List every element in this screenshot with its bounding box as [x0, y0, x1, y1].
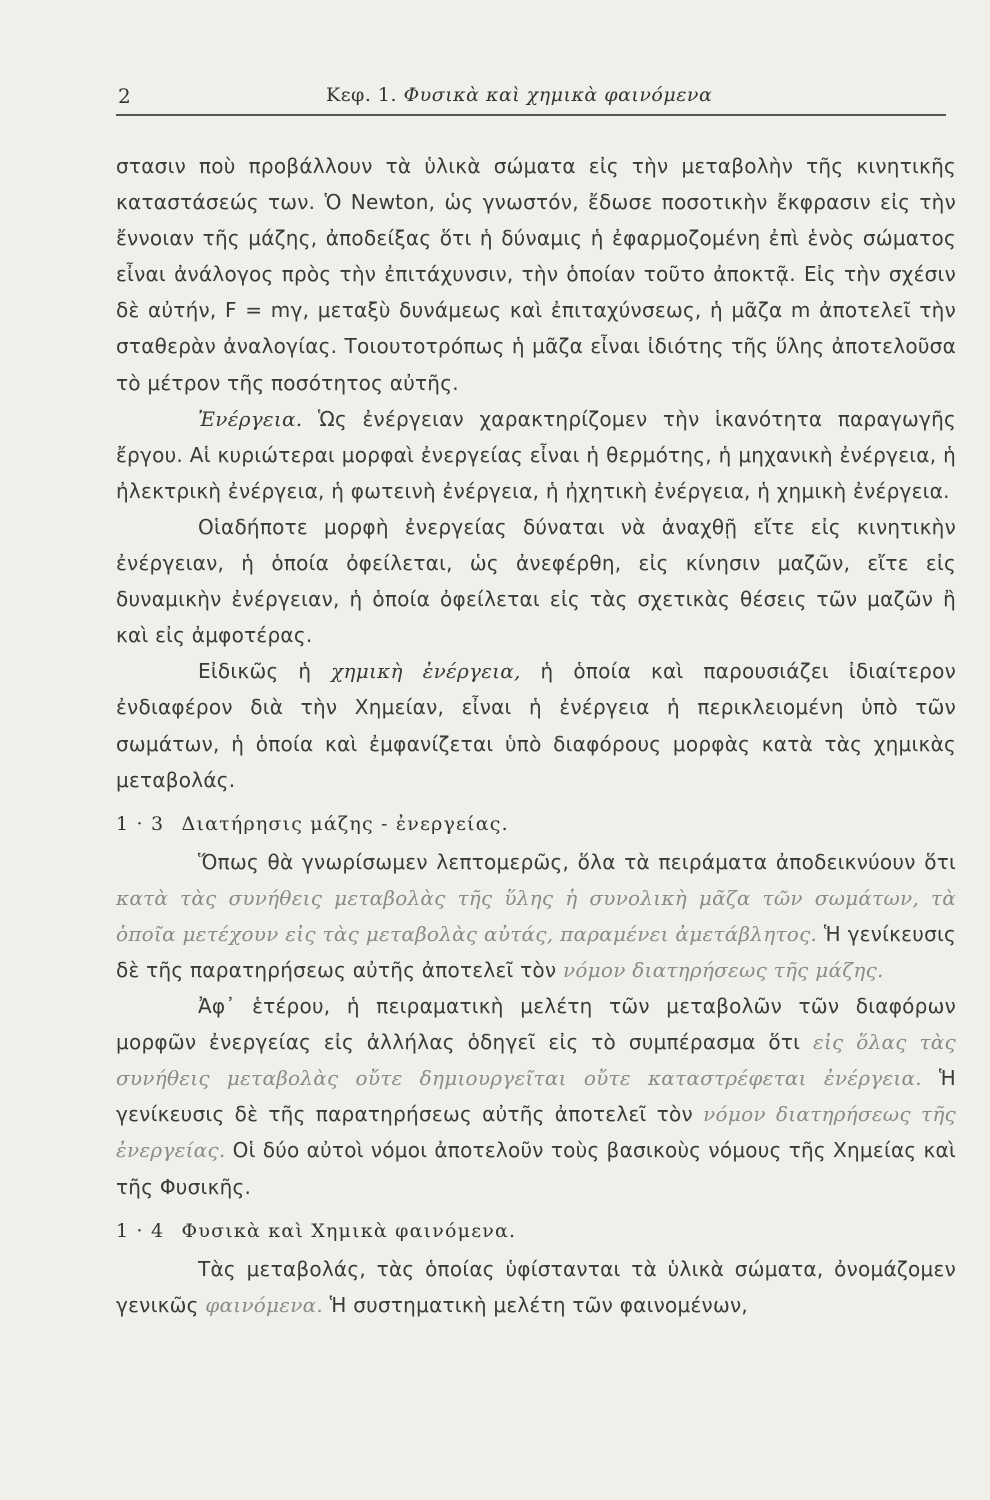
paragraph	[116, 988, 956, 1205]
section-title: Φυσικὰ καὶ Χημικὰ φαινόμενα.	[181, 1219, 517, 1242]
emphasis: κατὰ τὰς συνήθεις μεταβολὰς τῆς ὕλης ἡ συνολικὴ μᾶζα τῶν σωμάτων, τὰ ὁποῖα μετέχουν εἰς τὰς μεταβολὰς αὐτάς, παραμένει ἀμετάβλητος.	[116, 885, 956, 946]
section-heading-1-4	[116, 1213, 956, 1249]
paragraph-text: Ἡ γενίκευσις δὲ τῆς παρατηρήσεως αὐτῆς ἀποτελεῖ τὸν	[116, 921, 957, 982]
paragraph-text: Ἡ συστηματικὴ μελέτη τῶν φαινομένων,	[329, 1292, 748, 1317]
running-head	[326, 84, 712, 106]
page-body	[116, 148, 956, 1323]
header-rule	[116, 114, 946, 116]
chapter-label: Κεφ. 1.	[326, 84, 398, 106]
term-energy: Ἐνέργεια.	[198, 406, 303, 431]
section-number: 1 · 3	[116, 812, 165, 835]
paragraph-text: Ὡς ἐνέργειαν χαρακτηρίζομεν τὴν ἱκανότητα παραγωγῆς ἔργου. Αἱ κυριώτεραι μορφαὶ ἐνεργείας εἶναι ἡ θερμότης, ἡ μηχανικὴ ἐνέργεια, ἡ ἠλεκτρικὴ ἐνέργεια, ἡ φωτεινὴ ἐνέργεια, ἡ ἠχητικὴ ἐνέργεια, ἡ χημικὴ ἐνέργεια.	[116, 406, 957, 503]
paragraph	[116, 1251, 956, 1323]
paragraph-text: Ἡ γενίκευσις δὲ τῆς παρατηρήσεως αὐτῆς ἀποτελεῖ τὸν	[116, 1066, 956, 1127]
paragraph	[116, 844, 956, 988]
paragraph: Οἱαδήποτε μορφὴ ἐνεργείας δύναται νὰ ἀναχθῇ εἴτε εἰς κινητικὴν ἐνέργειαν, ἡ ὁποία ὀφείλεται, ὡς ἀνεφέρθη, εἰς κίνησιν μαζῶν, εἴτε εἰς δυναμικὴν ἐνέργειαν, ἡ ὁποία ὀφείλεται εἰς τὰς σχετικὰς θέσεις τῶν μαζῶν ἢ καὶ εἰς ἀμφοτέρας.	[116, 514, 956, 648]
paragraph-text: Ὅπως θὰ γνωρίσωμεν λεπτομερῶς, ὅλα τὰ πειράματα ἀποδεικνύουν ὅτι	[198, 849, 956, 874]
section-heading-1-3	[116, 806, 956, 842]
emphasis: χημικὴ ἐνέργεια,	[331, 659, 521, 684]
paragraph-text: ἡ ὁποία καὶ παρουσιάζει ἰδιαίτερον ἐνδιαφέρον διὰ τὴν Χημείαν, εἶναι ἡ ἐνέργεια ἡ περικλειομένη ὑπὸ τῶν σωμάτων, ἡ ὁποία καὶ ἐμφανίζεται ὑπὸ διαφόρους μορφὰς κατὰ τὰς χημικὰς μεταβολάς.	[116, 659, 957, 792]
emphasis: νόμον διατηρήσεως τῆς μάζης.	[562, 957, 884, 982]
page-number: 2	[118, 84, 131, 108]
paragraph-text: Ἀφ᾽ ἑτέρου, ἡ πειραματικὴ μελέτη τῶν μεταβολῶν τῶν διαφόρων μορφῶν ἐνεργείας εἰς ἀλλήλας ὁδηγεῖ εἰς τὸ συμπέρασμα ὅτι	[116, 994, 956, 1055]
paragraph: στασιν ποὺ προβάλλουν τὰ ὑλικὰ σώματα εἰς τὴν μεταβολὴν τῆς κινητικῆς καταστάσεώς των. Ὁ Newton, ὡς γνωστόν, ἔδωσε ποσοτικὴν ἔκφρασιν εἰς τὴν ἔννοιαν τῆς μάζης, ἀποδείξας ὅτι ἡ δύναμις ἡ ἐφαρμοζομένη ἐπὶ ἑνὸς σώματος εἶναι ἀνάλογος πρὸς τὴν ἐπιτάχυνσιν, τὴν ὁποίαν τοῦτο ἀποκτᾷ. Εἰς τὴν σχέσιν δὲ αὐτήν, F = mγ, μεταξὺ δυνάμεως καὶ ἐπιταχύνσεως, ἡ μᾶζα m ἀποτελεῖ τὴν σταθερὰν ἀναλογίας. Τοιουτοτρόπως ἡ μᾶζα εἶναι ἰδιότης τῆς ὕλης ἀποτελοῦσα τὸ μέτρον τῆς ποσότητος αὐτῆς.	[116, 154, 956, 395]
emphasis: φαινόμενα.	[205, 1292, 324, 1317]
paragraph-text: Οἱ δύο αὐτοὶ νόμοι ἀποτελοῦν τοὺς βασικοὺς νόμους τῆς Χημείας καὶ τῆς Φυσικῆς.	[116, 1138, 956, 1199]
chapter-title: Φυσικὰ καὶ χημικὰ φαινόμενα	[403, 84, 713, 106]
paragraph	[116, 653, 956, 797]
paragraph-text: Τὰς μεταβολάς, τὰς ὁποίας ὑφίστανται τὰ ὑλικὰ σώματα, ὀνομάζομεν γενικῶς	[116, 1256, 956, 1317]
emphasis: νόμον διατηρήσεως τῆς ἐνεργείας.	[116, 1102, 957, 1163]
section-number: 1 · 4	[116, 1219, 165, 1242]
page-header	[116, 80, 946, 110]
emphasis: εἰς ὅλας τὰς συνήθεις μεταβολὰς οὔτε δημιουργεῖται οὔτε καταστρέφεται ἐνέργεια.	[116, 1030, 957, 1091]
paragraph-text: Εἰδικῶς ἡ	[198, 659, 312, 684]
paragraph	[116, 401, 956, 509]
section-title: Διατήρησις μάζης - ἐνεργείας.	[181, 812, 509, 835]
